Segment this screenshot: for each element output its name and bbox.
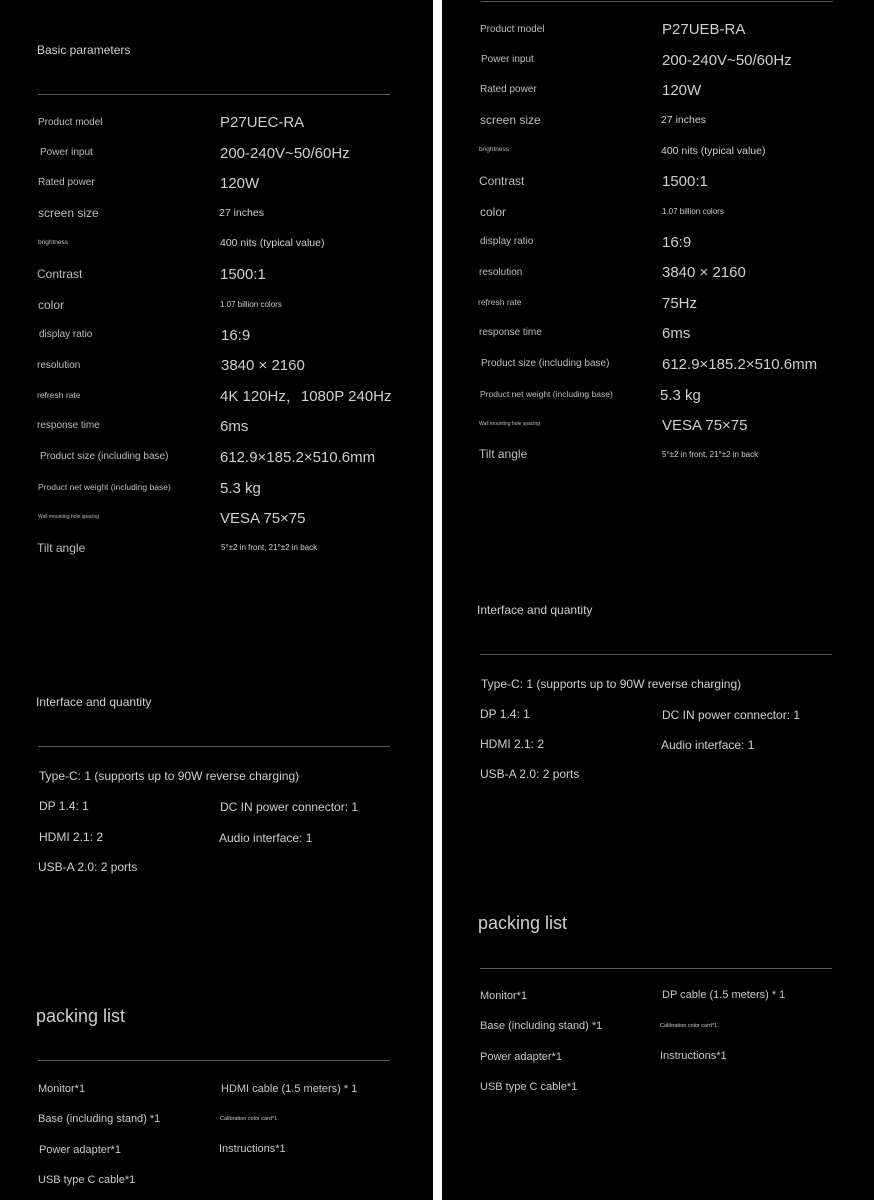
param-label: color	[480, 205, 507, 219]
section-divider	[480, 968, 832, 969]
param-value: 612.9×185.2×510.6mm	[220, 449, 376, 466]
section-divider	[481, 1, 833, 2]
param-value: 5.3 kg	[660, 387, 701, 404]
param-label: screen size	[480, 113, 541, 127]
param-label: response time	[37, 420, 100, 431]
packing-item: DP cable (1.5 meters) * 1	[662, 989, 786, 1001]
packing-item: Monitor*1	[38, 1083, 86, 1095]
section-divider	[480, 654, 832, 655]
packing-item: Instructions*1	[219, 1143, 286, 1155]
packing-item: Base (including stand) *1	[38, 1113, 161, 1125]
interface-hdmi: HDMI 2.1: 2	[39, 830, 104, 844]
param-label: Product size (including base)	[481, 358, 610, 369]
param-label: refresh rate	[478, 297, 522, 307]
packing-item: Base (including stand) *1	[480, 1020, 603, 1032]
packing-list-title: packing list	[478, 913, 568, 933]
packing-item: Calibration color card*1	[660, 1023, 718, 1029]
param-value: 200-240V~50/60Hz	[662, 52, 792, 69]
packing-item: HDMI cable (1.5 meters) * 1	[221, 1083, 358, 1095]
param-label: Tilt angle	[479, 447, 528, 461]
packing-item: Power adapter*1	[39, 1144, 121, 1156]
param-label: Product model	[480, 24, 545, 35]
param-label: refresh rate	[37, 390, 81, 400]
param-value: 5°±2 in front, 21°±2 in back	[221, 543, 318, 552]
param-value: 5°±2 in front, 21°±2 in back	[662, 450, 759, 459]
interface-audio: Audio interface: 1	[661, 738, 755, 752]
param-value: 1500:1	[662, 173, 708, 190]
param-label: resolution	[37, 360, 81, 371]
param-label: Rated power	[480, 84, 537, 95]
param-label: brightness	[479, 146, 509, 153]
param-value: 6ms	[662, 325, 691, 342]
packing-item: Instructions*1	[660, 1050, 727, 1062]
param-label: display ratio	[480, 236, 534, 247]
spec-sheet-left	[0, 0, 433, 1200]
packing-list-title: packing list	[36, 1006, 126, 1026]
param-label: Contrast	[37, 267, 83, 281]
param-value: 4K 120Hz，1080P 240Hz	[220, 388, 392, 405]
param-value: 400 nits (typical value)	[661, 145, 766, 157]
section-divider	[38, 746, 390, 747]
param-value: 1.07 billion colors	[662, 207, 724, 216]
param-label: brightness	[38, 239, 68, 246]
interface-dc-in: DC IN power connector: 1	[662, 708, 801, 722]
param-value: 5.3 kg	[220, 480, 261, 497]
param-value: P27UEB-RA	[662, 21, 746, 38]
param-label: Power input	[40, 147, 93, 158]
param-label: display ratio	[39, 329, 93, 340]
param-label: response time	[479, 327, 542, 338]
param-value: 75Hz	[662, 295, 698, 312]
interface-type-c: Type-C: 1 (supports up to 90W reverse charging)	[481, 677, 742, 691]
param-label: Tilt angle	[37, 541, 86, 555]
param-label: resolution	[479, 267, 523, 278]
param-label: Product size (including base)	[40, 451, 169, 462]
param-label: Contrast	[479, 174, 525, 188]
param-label: Power input	[481, 54, 534, 65]
param-value: VESA 75×75	[662, 417, 748, 434]
basic-parameters-title: Basic parameters	[37, 43, 131, 57]
packing-item: Calibration color card*1	[220, 1116, 278, 1122]
param-value: 6ms	[220, 418, 249, 435]
param-value: 1500:1	[220, 266, 266, 283]
param-label: Product model	[38, 117, 103, 128]
param-value: VESA 75×75	[220, 510, 306, 527]
section-divider	[38, 94, 390, 95]
param-label: color	[38, 298, 65, 312]
packing-item: Power adapter*1	[480, 1051, 562, 1063]
param-value: 27 inches	[661, 114, 706, 126]
param-value: 120W	[662, 82, 702, 99]
interface-dc-in: DC IN power connector: 1	[220, 800, 359, 814]
param-label: screen size	[38, 206, 99, 220]
interface-dp: DP 1.4: 1	[480, 707, 530, 721]
spec-sheet-right	[442, 0, 874, 1200]
interface-usb-a: USB-A 2.0: 2 ports	[38, 860, 138, 874]
param-value: 16:9	[662, 234, 692, 251]
packing-item: USB type C cable*1	[480, 1081, 578, 1093]
packing-item: USB type C cable*1	[38, 1174, 136, 1186]
param-value: 16:9	[221, 327, 251, 344]
param-label: Rated power	[38, 177, 95, 188]
param-label: Wall mounting hole spacing	[38, 514, 99, 520]
interface-title: Interface and quantity	[477, 603, 593, 617]
param-value: 400 nits (typical value)	[220, 237, 325, 249]
param-label: Wall mounting hole spacing	[479, 421, 540, 427]
param-value: 3840 × 2160	[662, 264, 746, 281]
param-label: Product net weight (including base)	[480, 389, 613, 399]
interface-audio: Audio interface: 1	[219, 831, 313, 845]
param-value: 200-240V~50/60Hz	[220, 145, 350, 162]
section-divider	[38, 1060, 390, 1061]
interface-usb-a: USB-A 2.0: 2 ports	[480, 767, 580, 781]
param-value: 612.9×185.2×510.6mm	[662, 356, 818, 373]
param-label: Product net weight (including base)	[38, 482, 171, 492]
param-value: P27UEC-RA	[220, 114, 305, 131]
param-value: 3840 × 2160	[221, 357, 305, 374]
param-value: 27 inches	[219, 207, 264, 219]
interface-type-c: Type-C: 1 (supports up to 90W reverse charging)	[39, 769, 300, 783]
param-value: 1.07 billion colors	[220, 300, 282, 309]
interface-hdmi: HDMI 2.1: 2	[480, 737, 545, 751]
packing-item: Monitor*1	[480, 990, 528, 1002]
interface-dp: DP 1.4: 1	[39, 799, 89, 813]
interface-title: Interface and quantity	[36, 695, 152, 709]
param-value: 120W	[220, 175, 260, 192]
